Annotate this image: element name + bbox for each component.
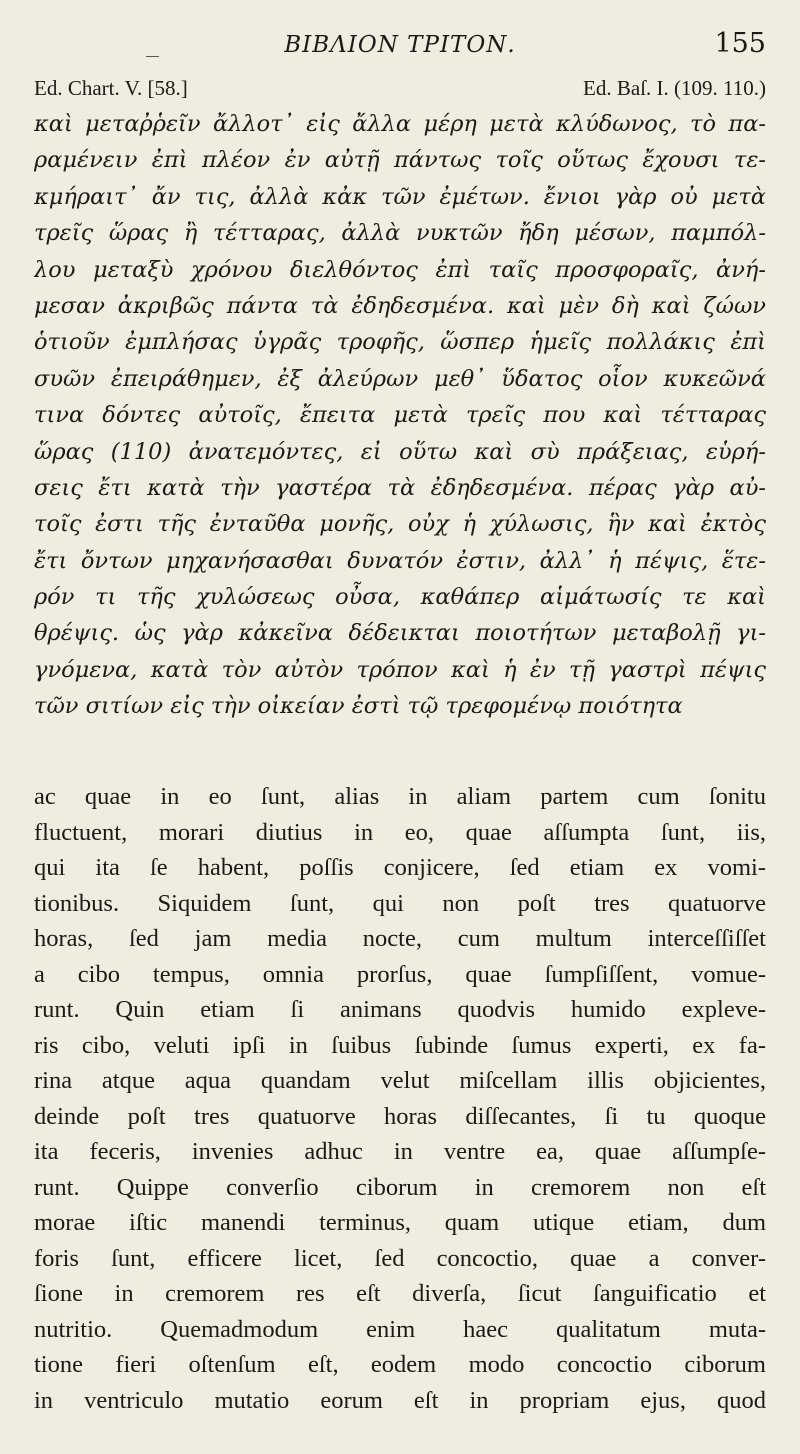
latin-text-line: foris ſunt, efficere licet, ſed concoctio, quae a conver- [34, 1244, 766, 1272]
latin-text-block [34, 779, 766, 1418]
latin-text-line: in ventriculo mutatio eorum eſt in propriam ejus, quod [34, 1386, 766, 1414]
latin-text-line: ita feceris, invenies adhuc in ventre ea, quae aſſumpſe- [34, 1138, 766, 1165]
latin-text-line: horas, ſed jam media nocte, cum multum interceſſiſſet [34, 925, 766, 952]
latin-text-line: tione fieri oſtenſum eſt, eodem modo concoctio ciborum [34, 1351, 766, 1378]
greek-text-line: ὥρας (110) ἀνατεμόντες, εἰ οὕτω καὶ σὺ πράξειας, εὑρή- [34, 438, 766, 465]
greek-text-line: θρέψις. ὡς γὰρ κἀκεῖνα δέδεικται ποιοτήτων μεταβολῇ γι- [34, 620, 766, 647]
latin-text-line: a cibo tempus, omnia prorſus, quae ſumpſiſſent, vomue- [34, 960, 766, 988]
greek-text-line: κμήραιτ᾽ ἄν τις, ἀλλὰ κἀκ τῶν ἐμέτων. ἔνιοι γὰρ οὐ μετὰ [34, 183, 766, 210]
latin-text-line: runt. Quippe converſio ciborum in cremorem non eſt [34, 1173, 766, 1201]
latin-text-line: ris cibo, veluti ipſi in ſuibus ſubinde ſumus experti, ex fa- [34, 1031, 766, 1059]
greek-text-line: τῶν σιτίων εἰς τὴν οἰκείαν ἐστὶ τῷ τρεφομένῳ ποιότητα [34, 693, 683, 720]
latin-text-line: nutritio. Quemadmodum enim haec qualitatum muta- [34, 1315, 766, 1343]
latin-text-line: ſione in cremorem res eſt diverſa, ſicut ſanguificatio et [34, 1280, 766, 1307]
latin-text-line: deinde poſt tres quatuorve horas diſſecantes, ſi tu quoque [34, 1102, 766, 1130]
latin-text-line: morae iſtic manendi terminus, quam utique etiam, dum [34, 1209, 766, 1236]
edition-chartier-reference: Ed. Chart. V. [58.] [34, 76, 188, 100]
page-number: 155 [714, 28, 766, 59]
greek-text-line: λου μεταξὺ χρόνου διελθόντος ἐπὶ ταῖς προσφοραῖς, ἀνή- [34, 256, 766, 283]
greek-text-line: τοῖς ἐστι τῆς ἐνταῦθα μονῆς, οὐχ ἡ χύλωσις, ἣν καὶ ἐκτὸς [34, 511, 766, 538]
edition-basel-reference: Ed. Baſ. I. (109. 110.) [583, 76, 766, 100]
greek-text-line: γνόμενα, κατὰ τὸν αὐτὸν τρόπον καὶ ἡ ἐν τῇ γαστρὶ πέψις [34, 656, 766, 683]
greek-text-line: ραμένειν ἐπὶ πλέον ἐν αὐτῇ πάντως τοῖς οὕτως ἔχουσι τε- [34, 147, 766, 174]
latin-text-line: runt. Quin etiam ſi animans quodvis humido expleve- [34, 996, 766, 1023]
greek-text-line: σεις ἔτι κατὰ τὴν γαστέρα τὰ ἐδηδεσμένα. πέρας γὰρ αὐ- [34, 474, 766, 501]
latin-text-line: fluctuent, morari diutius in eo, quae aſſumpta ſunt, iis, [34, 818, 766, 846]
edition-reference-line [34, 76, 766, 106]
greek-text-block [34, 106, 766, 725]
greek-text-line: τινα δόντες αὐτοῖς, ἔπειτα μετὰ τρεῖς που καὶ τέτταρας [34, 402, 766, 429]
greek-text-line: συῶν ἐπειράθημεν, ἐξ ἀλεύρων μεθ᾽ ὕδατος οἷον κυκεῶνά [34, 365, 766, 392]
latin-text-line: rina atque aqua quandam velut miſcellam illis objicientes, [34, 1067, 766, 1094]
running-head [34, 28, 766, 64]
greek-text-line: ὁτιοῦν ἐμπλήσας ὑγρᾶς τροφῆς, ὥσπερ ἡμεῖς πολλάκις ἐπὶ [34, 329, 766, 356]
greek-text-line: καὶ μεταῤῥεῖν ἄλλοτ᾽ εἰς ἄλλα μέρη μετὰ κλύδωνος, τὸ πα- [34, 111, 766, 137]
greek-text-line: μεσαν ἀκριβῶς πάντα τὰ ἐδηδεσμένα. καὶ μὲν δὴ καὶ ζώων [34, 292, 766, 319]
book-title: ΒΙΒΛΙΟΝ ΤΡΙΤΟΝ. [284, 32, 516, 58]
greek-text-line: ρόν τι τῆς χυλώσεως οὖσα, καθάπερ αἱμάτωσίς τε καὶ [34, 584, 766, 611]
latin-text-line: ac quae in eo ſunt, alias in aliam partem cum ſonitu [34, 783, 766, 810]
greek-text-line: τρεῖς ὥρας ἢ τέτταρας, ἀλλὰ νυκτῶν ἤδη μέσων, παμπόλ- [34, 220, 766, 247]
latin-text-line: tionibus. Siquidem ſunt, qui non poſt tres quatuorve [34, 889, 766, 917]
header-mark: _ [146, 28, 159, 58]
latin-text-line: qui ita ſe habent, poſſis conjicere, ſed etiam ex vomi- [34, 854, 766, 881]
greek-text-line: ἔτι ὄντων μηχανήσασθαι δυνατόν ἐστιν, ἀλλ᾽ ἡ πέψις, ἕτε- [34, 547, 766, 574]
